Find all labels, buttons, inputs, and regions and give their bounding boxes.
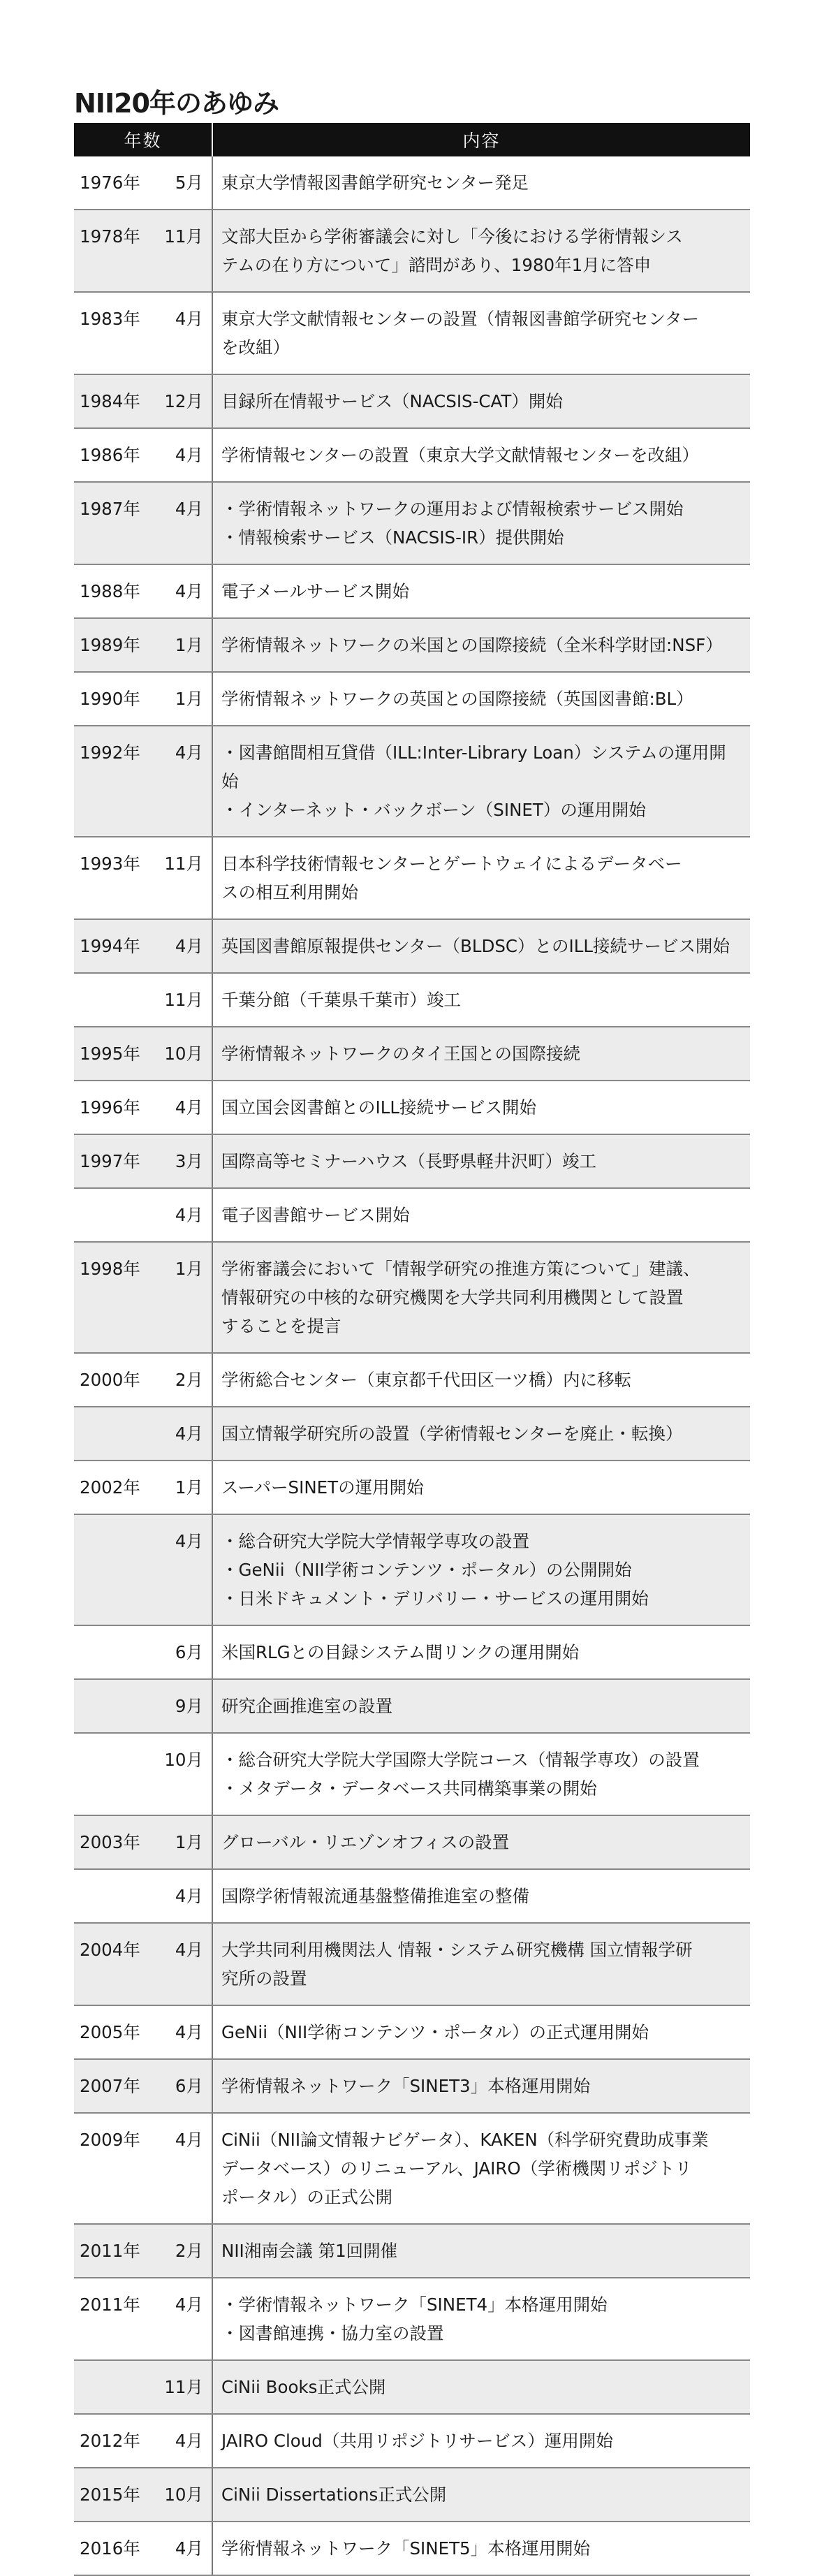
month: 1月 (175, 635, 203, 655)
date-cell (74, 973, 212, 1027)
table-row (74, 672, 750, 726)
content-line: 国立情報学研究所の設置（学術情報センターを廃止・転換） (221, 1424, 683, 1444)
date-cell (74, 919, 212, 973)
year: 1987年 (80, 499, 140, 519)
content-cell (212, 210, 750, 292)
date-cell (74, 1242, 212, 1353)
date-cell (74, 1027, 212, 1081)
month: 4月 (175, 2538, 203, 2559)
date-cell (74, 1923, 212, 2005)
month: 4月 (175, 2431, 203, 2451)
content-line: スの相互利用開始 (221, 882, 358, 902)
month: 4月 (175, 445, 203, 465)
date-cell (74, 2059, 212, 2113)
content-line: 学術情報ネットワークの英国との国際接続（英国図書館:BL） (221, 689, 693, 709)
content-line: ・総合研究大学院大学情報学専攻の設置 (221, 1531, 529, 1551)
content-cell (212, 919, 750, 973)
table-row (74, 1188, 750, 1242)
month: 1月 (175, 1477, 203, 1498)
content-cell (212, 156, 750, 210)
content-cell (212, 1353, 750, 1407)
content-cell (212, 2522, 750, 2575)
content-line: ・総合研究大学院大学国際大学院コース（情報学専攻）の設置 (221, 1750, 700, 1770)
content-line: テムの在り方について」諮問があり、1980年1月に答申 (221, 255, 652, 275)
month: 2月 (175, 1370, 203, 1390)
table-row (74, 374, 750, 428)
table-row (74, 2278, 750, 2360)
content-line: 目録所在情報サービス（NACSIS-CAT）開始 (221, 391, 563, 411)
table-row (74, 292, 750, 374)
content-line: 情報研究の中核的な研究機関を大学共同利用機関として設置 (221, 1287, 684, 1308)
table-row (74, 1514, 750, 1625)
year: 1984年 (80, 391, 140, 411)
content-line: スーパーSINETの運用開始 (221, 1477, 424, 1498)
date-cell (74, 1461, 212, 1514)
month: 4月 (175, 1424, 203, 1444)
content-cell (212, 482, 750, 564)
date-column-header: 年数 (74, 123, 212, 156)
date-cell (74, 2414, 212, 2468)
year (80, 1746, 157, 1774)
month: 4月 (175, 2295, 203, 2315)
content-cell (212, 1027, 750, 1081)
content-line: 学術総合センター（東京都千代田区一ツ橋）内に移転 (221, 1370, 632, 1390)
table-row (74, 482, 750, 564)
table-row (74, 1815, 750, 1869)
content-line: CiNii Dissertations正式公開 (221, 2484, 447, 2505)
content-line: 東京大学情報図書館学研究センター発足 (221, 173, 529, 193)
year: 1994年 (80, 936, 140, 956)
table-row (74, 1923, 750, 2005)
year (80, 1527, 157, 1556)
month: 6月 (175, 1642, 203, 1662)
content-cell (212, 1081, 750, 1134)
month: 1月 (175, 689, 203, 709)
month: 4月 (175, 499, 203, 519)
year: 2007年 (80, 2076, 140, 2096)
content-line: 学術情報ネットワークの米国との国際接続（全米科学財団:NSF） (221, 635, 723, 655)
content-line: 電子図書館サービス開始 (221, 1205, 410, 1225)
date-cell (74, 1815, 212, 1869)
table-row (74, 156, 750, 210)
content-cell (212, 1815, 750, 1869)
year: 2002年 (80, 1477, 140, 1498)
table-row (74, 2113, 750, 2224)
date-cell (74, 564, 212, 618)
content-line: 国際学術情報流通基盤整備推進室の整備 (221, 1886, 529, 1906)
content-column-header: 内容 (212, 123, 750, 156)
date-cell (74, 1407, 212, 1461)
date-cell (74, 482, 212, 564)
content-line: 文部大臣から学術審議会に対し「今後における学術情報シス (221, 226, 683, 247)
content-cell (212, 1134, 750, 1188)
content-line: を改組） (221, 337, 290, 358)
date-cell (74, 1733, 212, 1815)
date-cell (74, 2278, 212, 2360)
month: 4月 (175, 1205, 203, 1225)
table-row (74, 1134, 750, 1188)
date-cell (74, 1081, 212, 1134)
date-cell (74, 2005, 212, 2059)
month: 4月 (175, 742, 203, 763)
table-row (74, 1461, 750, 1514)
table-row (74, 2468, 750, 2522)
content-cell (212, 837, 750, 919)
year: 1986年 (80, 445, 140, 465)
date-cell (74, 672, 212, 726)
month: 11月 (164, 226, 203, 247)
content-cell (212, 2414, 750, 2468)
month: 4月 (175, 1531, 203, 1551)
content-line: 国際高等セミナーハウス（長野県軽井沢町）竣工 (221, 1151, 597, 1171)
month: 11月 (164, 990, 203, 1010)
content-line: ・情報検索サービス（NACSIS-IR）提供開始 (221, 527, 564, 548)
content-line: ・図書館連携・協力室の設置 (221, 2323, 444, 2343)
content-line: 学術審議会において「情報学研究の推進方策について」建議、 (221, 1259, 700, 1279)
month: 11月 (164, 854, 203, 874)
month: 12月 (164, 391, 203, 411)
content-cell (212, 2059, 750, 2113)
content-line: 電子メールサービス開始 (221, 581, 410, 601)
content-cell (212, 1869, 750, 1923)
month: 4月 (175, 309, 203, 329)
content-line: NII湘南会議 第1回開催 (221, 2241, 398, 2261)
year: 2003年 (80, 1832, 140, 1852)
month: 9月 (175, 1696, 203, 1716)
date-cell (74, 726, 212, 837)
date-cell (74, 2522, 212, 2575)
content-line: 究所の設置 (221, 1968, 307, 1989)
content-cell (212, 428, 750, 482)
year: 1997年 (80, 1151, 140, 1171)
content-line: 学術情報センターの設置（東京大学文献情報センターを改組） (221, 445, 700, 465)
month: 11月 (164, 2377, 203, 2397)
year (80, 1419, 157, 1448)
year: 2015年 (80, 2484, 140, 2505)
month: 1月 (175, 1832, 203, 1852)
content-line: 英国図書館原報提供センター（BLDSC）とのILL接続サービス開始 (221, 936, 730, 956)
content-cell (212, 292, 750, 374)
month: 4月 (175, 2022, 203, 2042)
date-cell (74, 1514, 212, 1625)
table-row (74, 2059, 750, 2113)
year: 1996年 (80, 1097, 140, 1118)
table-row (74, 1733, 750, 1815)
year: 2016年 (80, 2538, 140, 2559)
month: 4月 (175, 1886, 203, 1906)
content-cell (212, 1407, 750, 1461)
content-line: 大学共同利用機関法人 情報・システム研究機構 国立情報学研 (221, 1940, 693, 1960)
table-row (74, 1027, 750, 1081)
year (80, 1638, 157, 1667)
date-cell (74, 1353, 212, 1407)
year: 1988年 (80, 581, 140, 601)
content-line: ・インターネット・バックボーン（SINET）の運用開始 (221, 800, 646, 820)
table-row (74, 428, 750, 482)
month: 10月 (164, 2484, 203, 2505)
table-row (74, 1081, 750, 1134)
date-cell (74, 156, 212, 210)
content-line: グローバル・リエゾンオフィスの設置 (221, 1832, 510, 1852)
month: 3月 (175, 1151, 203, 1171)
content-line: JAIRO Cloud（共用リポジトリサービス）運用開始 (221, 2431, 613, 2451)
content-cell (212, 2224, 750, 2278)
content-line: ・図書館間相互貸借（ILL:Inter-Library Loan）システムの運用開始 (221, 742, 726, 791)
year: 1976年 (80, 173, 140, 193)
table-header-row (74, 123, 750, 156)
content-line: することを提言 (221, 1316, 341, 1336)
year (80, 2373, 157, 2401)
date-cell (74, 2360, 212, 2414)
content-line: 米国RLGとの目録システム間リンクの運用開始 (221, 1642, 580, 1662)
content-cell (212, 1733, 750, 1815)
date-cell (74, 374, 212, 428)
month: 4月 (175, 1940, 203, 1960)
year: 2009年 (80, 2130, 140, 2150)
content-cell (212, 1242, 750, 1353)
content-line: CiNii（NII論文情報ナビゲータ）、KAKEN（科学研究費助成事業 (221, 2130, 709, 2150)
content-line: GeNii（NII学術コンテンツ・ポータル）の正式運用開始 (221, 2022, 649, 2042)
year (80, 1882, 157, 1910)
table-row (74, 2522, 750, 2575)
month: 2月 (175, 2241, 203, 2261)
content-line: 研究企画推進室の設置 (221, 1696, 392, 1716)
content-cell (212, 564, 750, 618)
page-title: NII20年のあゆみ (74, 88, 279, 119)
month: 10月 (164, 1750, 203, 1770)
table-row (74, 973, 750, 1027)
content-line: 学術情報ネットワーク「SINET5」本格運用開始 (221, 2538, 591, 2559)
table-row (74, 837, 750, 919)
content-cell (212, 2360, 750, 2414)
month: 5月 (175, 173, 203, 193)
month: 4月 (175, 1097, 203, 1118)
content-line: 国立国会図書館とのILL接続サービス開始 (221, 1097, 537, 1118)
table-row (74, 1407, 750, 1461)
content-line: 千葉分館（千葉県千葉市）竣工 (221, 990, 461, 1010)
content-cell (212, 1923, 750, 2005)
date-cell (74, 618, 212, 672)
content-cell (212, 973, 750, 1027)
content-cell (212, 1625, 750, 1679)
table-row (74, 2360, 750, 2414)
content-cell (212, 1461, 750, 1514)
table-row (74, 2224, 750, 2278)
year: 1995年 (80, 1044, 140, 1064)
content-cell (212, 1188, 750, 1242)
content-line: ・メタデータ・データベース共同構築事業の開始 (221, 1778, 597, 1799)
content-cell (212, 2005, 750, 2059)
table-row (74, 1625, 750, 1679)
year (80, 1201, 157, 1229)
month: 1月 (175, 1259, 203, 1279)
date-cell (74, 2224, 212, 2278)
content-cell (212, 1679, 750, 1733)
table-row (74, 1679, 750, 1733)
table-row (74, 564, 750, 618)
content-line: 学術情報ネットワークのタイ王国との国際接続 (221, 1044, 581, 1064)
date-cell (74, 1625, 212, 1679)
table-row (74, 618, 750, 672)
year (80, 1692, 157, 1720)
date-cell (74, 292, 212, 374)
table-row (74, 726, 750, 837)
content-line: ・学術情報ネットワークの運用および情報検索サービス開始 (221, 499, 684, 519)
month: 4月 (175, 581, 203, 601)
content-cell (212, 1514, 750, 1625)
content-line: 東京大学文献情報センターの設置（情報図書館学研究センター (221, 309, 700, 329)
month: 6月 (175, 2076, 203, 2096)
year: 1978年 (80, 226, 140, 247)
date-cell (74, 1869, 212, 1923)
year: 1989年 (80, 635, 140, 655)
table-row (74, 1242, 750, 1353)
history-table (74, 123, 750, 2576)
content-line: 学術情報ネットワーク「SINET3」本格運用開始 (221, 2076, 591, 2096)
content-cell (212, 374, 750, 428)
content-line: ・日米ドキュメント・デリバリー・サービスの運用開始 (221, 1588, 649, 1609)
content-line: 日本科学技術情報センターとゲートウェイによるデータベー (221, 854, 682, 874)
content-cell (212, 2468, 750, 2522)
month: 4月 (175, 936, 203, 956)
date-cell (74, 1679, 212, 1733)
content-line: データベース）のリニューアル、JAIRO（学術機関リポジトリ (221, 2158, 692, 2179)
year: 2012年 (80, 2431, 140, 2451)
date-cell (74, 1134, 212, 1188)
year: 2004年 (80, 1940, 140, 1960)
year: 1990年 (80, 689, 140, 709)
year: 2005年 (80, 2022, 140, 2042)
content-cell (212, 618, 750, 672)
content-line: CiNii Books正式公開 (221, 2377, 386, 2397)
table-row (74, 2414, 750, 2468)
content-line: ポータル）の正式公開 (221, 2187, 392, 2207)
date-cell (74, 210, 212, 292)
table-body (74, 156, 750, 2575)
table-row (74, 210, 750, 292)
year: 2000年 (80, 1370, 140, 1390)
content-cell (212, 726, 750, 837)
year (80, 986, 157, 1014)
year: 1993年 (80, 854, 140, 874)
year: 1983年 (80, 309, 140, 329)
content-cell (212, 2113, 750, 2224)
date-cell (74, 2113, 212, 2224)
year: 1998年 (80, 1259, 140, 1279)
content-line: ・GeNii（NII学術コンテンツ・ポータル）の公開開始 (221, 1560, 632, 1580)
content-cell (212, 2278, 750, 2360)
date-cell (74, 1188, 212, 1242)
content-line: ・学術情報ネットワーク「SINET4」本格運用開始 (221, 2295, 608, 2315)
year: 2011年 (80, 2295, 140, 2315)
date-cell (74, 837, 212, 919)
year: 1992年 (80, 742, 140, 763)
date-cell (74, 2468, 212, 2522)
table-row (74, 919, 750, 973)
date-cell (74, 428, 212, 482)
month: 10月 (164, 1044, 203, 1064)
table-row (74, 1869, 750, 1923)
month: 4月 (175, 2130, 203, 2150)
table-row (74, 1353, 750, 1407)
year: 2011年 (80, 2241, 140, 2261)
table-row (74, 2005, 750, 2059)
content-cell (212, 672, 750, 726)
